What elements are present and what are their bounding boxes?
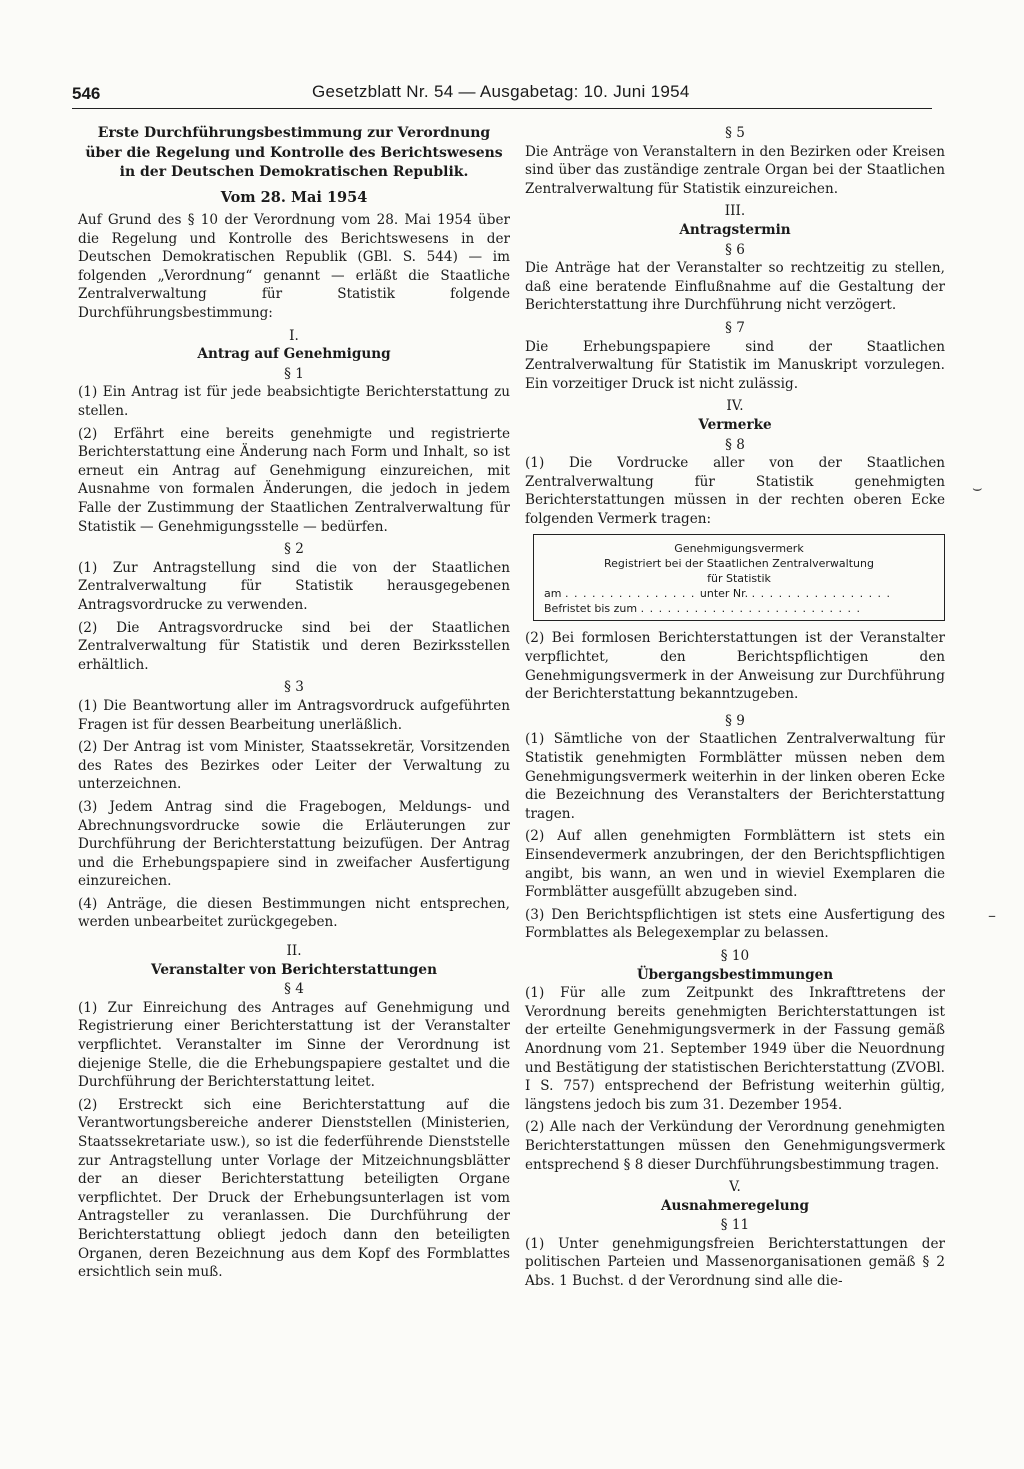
paragraph-mark: § 11 (720, 1217, 750, 1234)
paragraph-text: (2) Erstreckt sich eine Berichterstattung auf die Verantwortungsbereiche anderer Dienststellen (Ministerien, Staatssekretariate usw.), so ist die federführende Dienststelle zur Antragstellung unter Vorlage der Mitzeichnungsblätter der an dieser Berichterstattung beteiligten Organe verpflichtet. Der Druck der Erhebungsunterlagen ist vom Antragsteller zu veranlassen. Die Durchführung der Berichterstattung obliegt jedoch dann den beteiligten Organen, deren Bezeichnung aus dem Kopf des Formblattes ersichtlich sein muß. (78, 1096, 510, 1281)
section-title: Antrag auf Genehmigung (197, 346, 391, 363)
approval-stamp-box (533, 534, 945, 621)
section-title: Ausnahmeregelung (660, 1197, 810, 1214)
paragraph-text: (1) Die Vordrucke aller von der Staatlichen Zentralverwaltung für Statistik genehmigten Berichterstattungen müssen in der rechten oberen Ecke folgenden Vermerk tragen: (525, 455, 945, 527)
paragraph-text: (1) Sämtliche von der Staatlichen Zentralverwaltung für Statistik genehmigten Formblätter müssen neben dem Genehmigungsvermerk weiterhin in der linken oberen Ecke die Bezeichnung des Veranstalters der Berichterstattung tragen. (525, 731, 945, 822)
paragraph-text: (2) Bei formlosen Berichterstattungen ist der Veranstalter verpflichtet, den Berichtspflichtigen den Genehmigungsvermerk in der Anweisung zur Durchführung der Berichterstattung bekanntzugeben. (525, 630, 945, 703)
stamp-number-label: unter Nr. (699, 587, 749, 601)
paragraph-text: (2) Die Antragsvordrucke sind bei der Staatlichen Zentralverwaltung für Statistik und deren Bezirksstellen erhältlich. (78, 619, 510, 673)
paragraph-mark: § 6 (725, 241, 745, 258)
paragraph-text: (4) Anträge, die diesen Bestimmungen nicht entsprechen, werden unbearbeitet zurückgegeben. (78, 895, 510, 931)
paragraph-text: (2) Erfährt eine bereits genehmigte und registrierte Berichterstattung eine Änderung nach Form und Inhalt, so ist erneut ein Antrag auf Genehmigung einzureichen, mit Ausnahme von formalen Änderungen, die jedoch in jedem Falle der Zustimmung der Staatlichen Zentralverwaltung für Statistik — Genehmigungsstelle — bedürfen. (78, 425, 510, 535)
paragraph-text: (1) Ein Antrag ist für jede beabsichtigte Berichterstattung zu stellen. (78, 384, 510, 420)
paragraph-mark: § 7 (725, 319, 745, 336)
paragraph-text: (3) Jedem Antrag sind die Fragebogen, Meldungs- und Abrechnungsvordrucke sowie die Erläuterungen zur Durchführung der Berichterstattung beizufügen. Der Antrag und die Erhebungspapiere sind in zweifacher Ausfertigung einzureichen. (78, 798, 510, 890)
paragraph-text: Die Anträge hat der Veranstalter so rechtzeitig zu stellen, daß eine beratende Einflußnahme auf die Gestaltung der Berichterstattung ihre Durchführung nicht verzögert. (525, 260, 945, 314)
section-number: III. (724, 203, 746, 220)
stamp-title: Genehmigungsvermerk (674, 542, 804, 556)
paragraph-mark: § 4 (284, 981, 304, 998)
stamp-registry-line: für Statistik (707, 572, 771, 586)
section-title: Vermerke (698, 416, 772, 433)
document-date: Vom 28. Mai 1954 (220, 188, 368, 206)
margin-mark: – (988, 906, 996, 925)
paragraph-text: (2) Alle nach der Verkündung der Verordnung genehmigten Berichterstattungen müssen den Genehmigungsvermerk entsprechend § 8 dieser Durchführungsbestimmung tragen. (525, 1119, 945, 1173)
paragraph-text: (1) Für alle zum Zeitpunkt des Inkrafttretens der Verordnung bereits genehmigten Berichterstattungen ist der erteilte Genehmigungsvermerk in der Fassung gemäß Anordnung vom 21. September 1949 über die Neuordnung und Bestätigung der statistischen Berichterstattung (ZVOBl. I S. 757) entsprechend der Befristung weiterhin gültig, längstens jedoch bis zum 31. Dezember 1954. (525, 985, 945, 1113)
page-header (72, 84, 932, 109)
section-number: I. (289, 327, 299, 344)
right-column (525, 124, 945, 1295)
document-title: Erste Durchführungsbestimmung zur Verordnung über die Regelung und Kontrolle des Berichtswesens in der Deutschen Demokratischen Republik. (85, 125, 503, 180)
paragraph-mark: § 2 (284, 541, 304, 558)
paragraph-mark: § 10 (720, 947, 750, 964)
stamp-registry-line: Registriert bei der Staatlichen Zentralverwaltung (604, 557, 874, 571)
paragraph-title: Übergangsbestimmungen (636, 966, 834, 983)
stamp-am-label: am (544, 587, 562, 601)
page-number: 546 (72, 84, 101, 103)
paragraph-text: (3) Den Berichtspflichtigen ist stets eine Ausfertigung des Formblattes als Belegexemplar zu belassen. (525, 906, 945, 942)
paragraph-text: (1) Unter genehmigungsfreien Berichterstattungen der politischen Parteien und Massenorganisationen gemäß § 2 Abs. 1 Buchst. d der Verordnung sind alle die- (525, 1235, 945, 1290)
paragraph-text: (1) Zur Antragstellung sind die von der Staatlichen Zentralverwaltung für Statistik herausgegebenen Antragsvordrucke zu verwenden. (78, 559, 510, 613)
stamp-date-number-line: am . . . . . . . . . . . . . . . unter Nr. . . . . . . . . . . . . . . . . (544, 587, 892, 601)
paragraph-mark: § 1 (284, 365, 304, 382)
paragraph-mark: § 8 (725, 436, 745, 453)
stamp-deadline-line: Befristet bis zum . . . . . . . . . . . . . . . . . . . . . . . . . (544, 602, 861, 616)
section-title: Veranstalter von Berichterstattungen (151, 961, 437, 978)
paragraph-mark: § 3 (284, 679, 304, 696)
section-number: V. (729, 1179, 741, 1196)
paragraph-text: Die Anträge von Veranstaltern in den Bezirken oder Kreisen sind über das zuständige zentrale Organ bei der Staatlichen Zentralverwaltung für Statistik einzureichen. (525, 143, 945, 197)
left-column (78, 124, 510, 1286)
stamp-deadline-label: Befristet bis zum (544, 602, 638, 616)
paragraph-text: (2) Der Antrag ist vom Minister, Staatssekretär, Vorsitzenden des Rates des Bezirkes oder Leiter der Verwaltung zu unterzeichnen. (78, 739, 510, 793)
paragraph-text: (2) Auf allen genehmigten Formblättern ist stets ein Einsendevermerk anzubringen, der den Berichtspflichtigen angibt, bis wann, an wen und in wieviel Exemplaren die Formblätter ausgefüllt abzugeben sind. (525, 828, 945, 901)
paragraph-mark: § 5 (725, 125, 745, 141)
section-number: IV. (726, 398, 744, 415)
intro-paragraph: Auf Grund des § 10 der Verordnung vom 28. Mai 1954 über die Regelung und Kontrolle des Berichtswesens in der Deutschen Demokratischen Republik (GBl. S. 544) — im folgenden „Verordnung“ genannt — erläßt die Staatliche Zentralverwaltung für Statistik folgende Durchführungsbestimmung: (78, 212, 510, 322)
gazette-title: Gesetzblatt Nr. 54 — Ausgabetag: 10. Juni 1954 (312, 82, 690, 101)
paragraph-text: (1) Die Beantwortung aller im Antragsvordruck aufgeführten Fragen ist für dessen Bearbeitung unerläßlich. (78, 697, 510, 733)
section-title: Antragstermin (679, 221, 791, 238)
paragraph-text: Die Erhebungspapiere sind der Staatlichen Zentralverwaltung für Statistik im Manuskript vorzulegen. Ein vorzeitiger Druck ist nicht zulässig. (525, 338, 945, 392)
section-number: II. (286, 943, 302, 960)
paragraph-text: (1) Zur Einreichung des Antrages auf Genehmigung und Registrierung einer Berichterstattung ist der Veranstalter verpflichtet. Veranstalter im Sinne der Verordnung ist diejenige Stelle, die die Erhebungspapiere gestaltet und die Durchführung der Berichterstattung leitet. (78, 999, 510, 1091)
paragraph-mark: § 9 (725, 712, 745, 729)
margin-mark: ⌣ (972, 478, 983, 497)
